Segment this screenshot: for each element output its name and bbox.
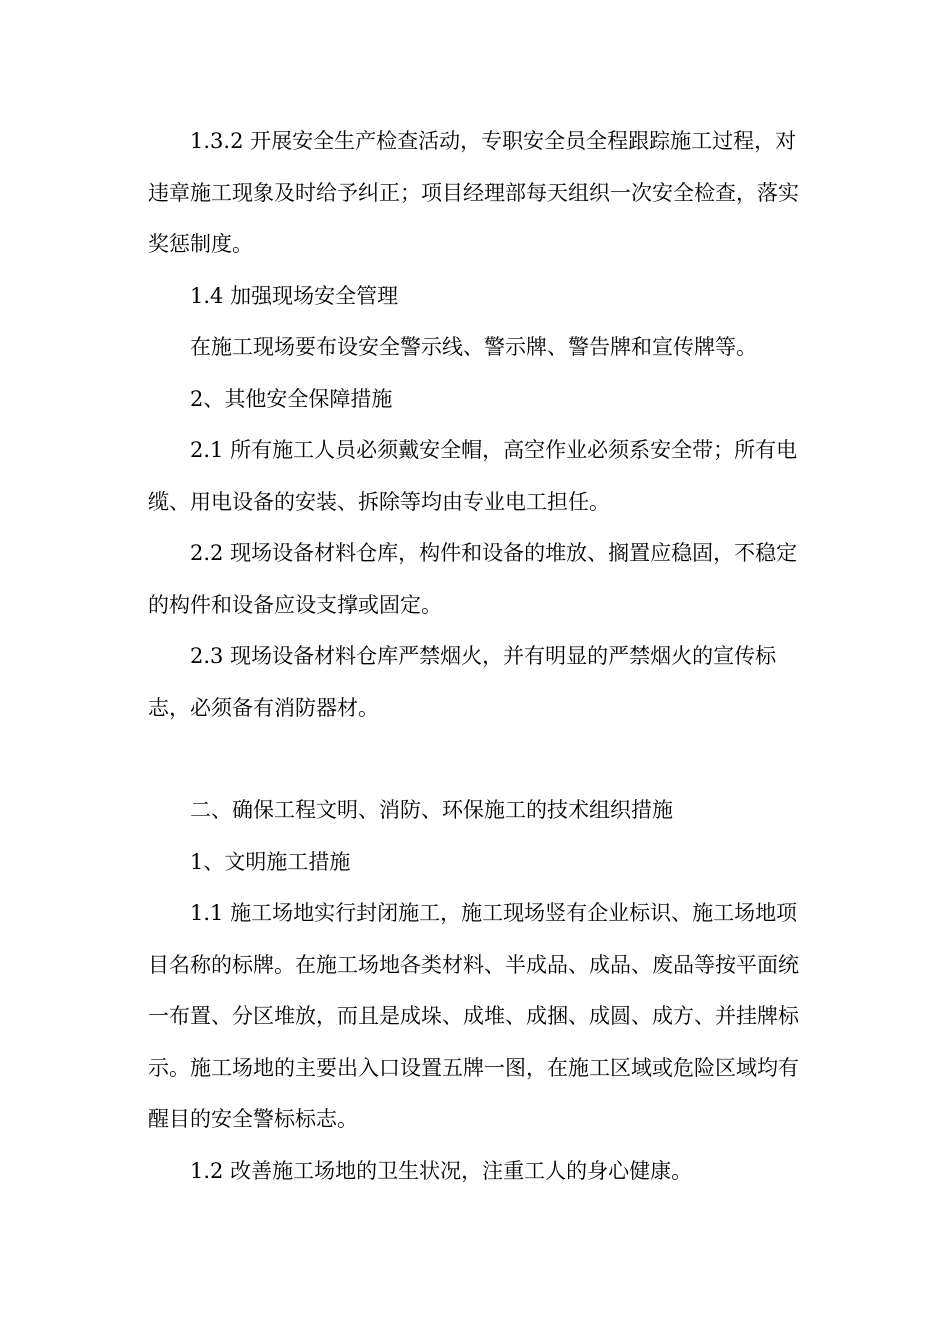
paragraph-1-1: 1.1 施工场地实行封闭施工，施工现场竖有企业标识、施工场地项目名称的标牌。在施工场地各类材料、半成品、成品、废品等按平面统一布置、分区堆放，而且是成垛、成堆、成捆、成圆、成方、并挂牌标示。施工场地的主要出入口设置五牌一图，在施工区域或危险区域均有醒目的安全警标标志。 [148, 901, 799, 1131]
heading-civilized-construction-measures: 1、文明施工措施 [190, 849, 351, 874]
section-spacer [148, 734, 808, 785]
section-heading-civilized-construction: 二、确保工程文明、消防、环保施工的技术组织措施 [190, 798, 673, 822]
paragraph-1-2: 1.2 改善施工场地的卫生状况，注重工人的身心健康。 [190, 1158, 693, 1183]
paragraph-1-3-2: 1.3.2 开展安全生产检查活动，专职安全员全程跟踪施工过程，对违章施工现象及时给予纠正；项目经理部每天组织一次安全检查，落实奖惩制度。 [148, 129, 799, 256]
paragraph-2-1: 2.1 所有施工人员必须戴安全帽，高空作业必须系安全带；所有电缆、用电设备的安装、拆除等均由专业电工担任。 [148, 438, 798, 514]
heading-other-safety-measures: 2、其他安全保障措施 [190, 386, 393, 411]
paragraph-2-3: 2.3 现场设备材料仓库严禁烟火，并有明显的严禁烟火的宣传标志，必须备有消防器材。 [148, 644, 777, 720]
heading-1-4: 1.4 加强现场安全管理 [190, 283, 399, 308]
paragraph-site-signs: 在施工现场要布设安全警示线、警示牌、警告牌和宣传牌等。 [190, 335, 757, 359]
paragraph-2-2: 2.2 现场设备材料仓库，构件和设备的堆放、搁置应稳固，不稳定的构件和设备应设支撑或固定。 [148, 541, 798, 617]
document-body [148, 116, 808, 1197]
